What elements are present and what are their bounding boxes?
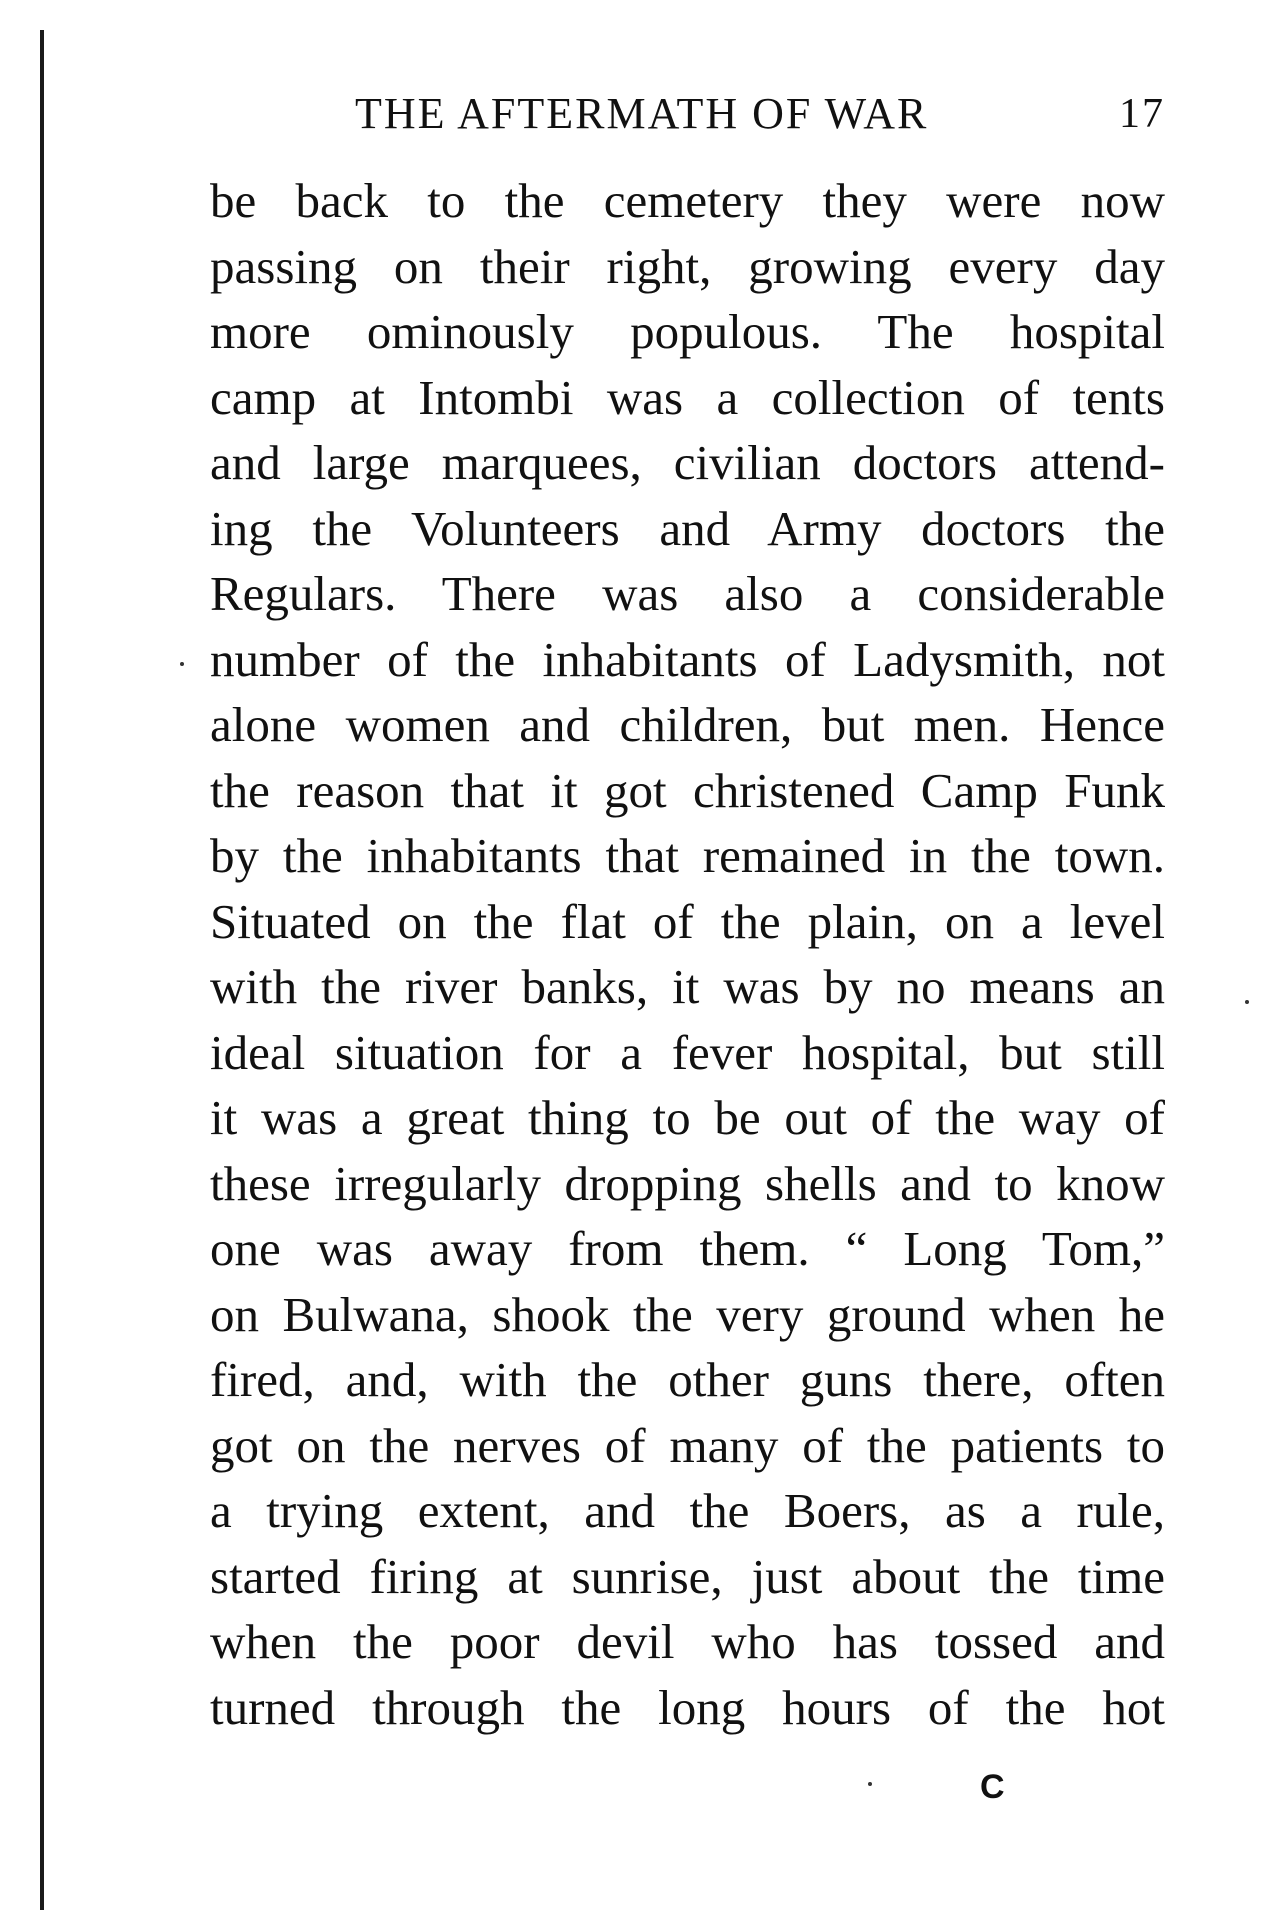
running-head [355,88,1175,148]
text-line: camp at Intombi was a collection of tents [210,369,1165,425]
binding-edge-line [40,30,44,1910]
text-line: the reason that it got christened Camp Funk [210,762,1165,818]
text-line: a trying extent, and the Boers, as a rule, [210,1483,1165,1538]
text-line: number of the inhabitants of Ladysmith, not [210,631,1165,687]
text-line: started firing at sunrise, just about the time [210,1548,1165,1604]
text-line: it was a great thing to be out of the way of [210,1090,1165,1145]
text-line: with the river banks, it was by no means an [210,959,1165,1014]
text-line: alone women and children, but men. Hence [210,697,1165,752]
running-head-title: THE AFTERMATH OF WAR [355,89,929,138]
text-line: passing on their right, growing every day [210,238,1165,294]
text-line: when the poor devil who has tossed and [210,1614,1165,1669]
text-line: one was away from them. “ Long Tom,” [210,1221,1165,1276]
text-line: on Bulwana, shook the very ground when he [210,1286,1165,1342]
text-line: Situated on the flat of the plain, on a level [210,893,1165,949]
print-speck [180,662,184,666]
text-line: Regulars. There was also a considerable [210,566,1165,621]
text-line: these irregularly dropping shells and to know [210,1155,1165,1211]
text-line: ing the Volunteers and Army doctors the [210,500,1165,556]
print-speck [868,1782,872,1786]
signature-mark: C [980,1768,1005,1806]
print-speck [1245,1000,1249,1004]
text-line: fired, and, with the other guns there, often [210,1352,1165,1407]
text-line: more ominously populous. The hospital [210,304,1165,359]
page-number: 17 [1119,91,1165,137]
text-line: by the inhabitants that remained in the town. [210,828,1165,883]
body-text [210,168,1165,1740]
text-line: turned through the long hours of the hot [210,1679,1165,1735]
text-line: and large marquees, civilian doctors attend- [210,435,1165,490]
text-line: be back to the cemetery they were now [210,173,1165,228]
text-line: ideal situation for a fever hospital, but still [210,1024,1165,1080]
text-line: got on the nerves of many of the patients to [210,1417,1165,1473]
